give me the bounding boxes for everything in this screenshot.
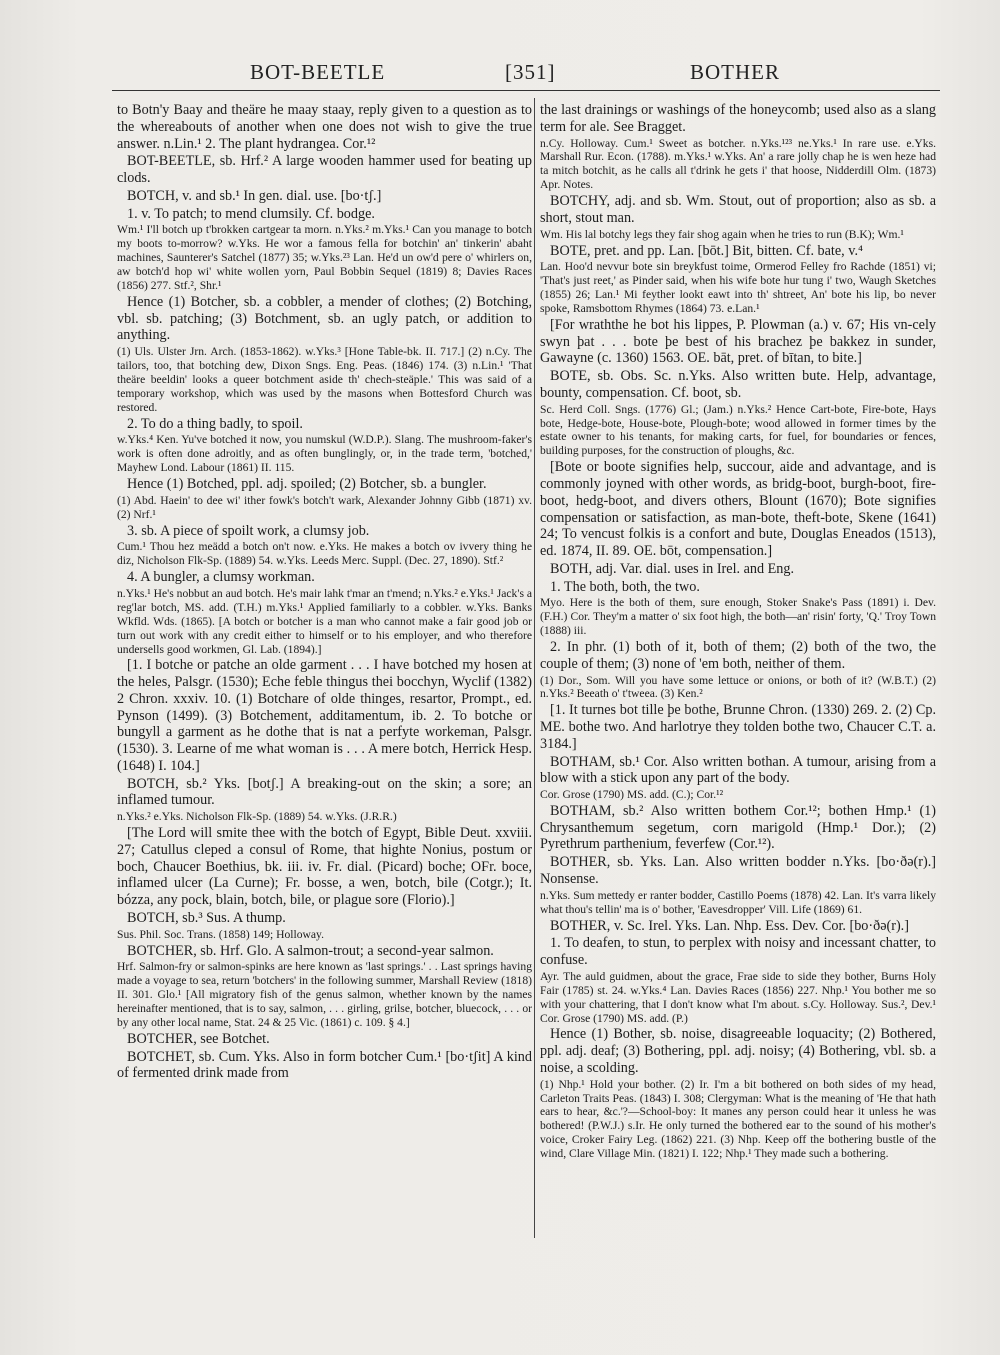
citation-paragraph: n.Yks.² e.Yks. Nicholson Flk-Sp. (1889) 54. w.Yks. (J.R.R.) bbox=[117, 810, 397, 824]
entry-paragraph: BOTCHY, adj. and sb. Wm. Stout, out of proportion; also as sb. a short, stout man. bbox=[540, 193, 936, 226]
entry-paragraph: 1. To deafen, to stun, to perplex with noisy and incessant chatter, to confuse. bbox=[540, 935, 936, 969]
entry-paragraph: 1. v. To patch; to mend clumsily. Cf. bodge. bbox=[127, 205, 375, 222]
entry-paragraph: 3. sb. A piece of spoilt work, a clumsy job. bbox=[127, 522, 370, 539]
citation-paragraph: Wm. His lal botchy legs they fair shog again when he tries to run (B.K); Wm.¹ bbox=[540, 227, 904, 241]
entry-paragraph: BOTH, adj. Var. dial. uses in Irel. and Eng. bbox=[550, 560, 795, 577]
citation-paragraph: Myo. Here is the both of them, sure enough, Stoker Snake's Pass (1891) i. Dev. (F.H.) Cor. They'm a matter o' six foot high, the both—an' risin' forty, 'Q.' Troy Town (1888) iii. bbox=[540, 596, 936, 638]
entry-paragraph: BOTCHER, sb. Hrf. Glo. A salmon-trout; a second-year salmon. bbox=[127, 942, 494, 959]
entry-paragraph: Hence (1) Botcher, sb. a cobbler, a mender of clothes; (2) Botching, vbl. sb. patching; (3) Botchment, sb. an ugly patch, or addition to anything. bbox=[117, 293, 532, 344]
entry-paragraph: Hence (1) Bother, sb. noise, disagreeable loquacity; (2) Bothered, ppl. adj. deaf; (3) Bothering, ppl. adj. noisy; (4) Bothering, vbl. sb. a noise, a scolding. bbox=[540, 1026, 936, 1076]
entry-paragraph: BOTHER, sb. Yks. Lan. Also written bodder n.Yks. [bo·ðə(r).] Nonsense. bbox=[540, 854, 936, 887]
entry-paragraph: Hence (1) Botched, ppl. adj. spoiled; (2) Botcher, sb. a bungler. bbox=[127, 476, 487, 493]
entry-paragraph: 2. To do a thing badly, to spoil. bbox=[127, 415, 303, 432]
citation-paragraph: w.Yks.⁴ Ken. Yu've botched it now, you numskul (W.D.P.). Slang. The mushroom-faker's work is often done adroitly, and as often bunglingly, or, in the trade term, 'botched,' Mayhew Lond. Labour (1861) II. 115. bbox=[117, 433, 532, 475]
entry-paragraph: [For wraththe he bot his lippes, P. Plowman (a.) v. 67; His vn-cely swyn þat . . . bote þe best of his brachez þe bakkez in sunder, Gawayne (c. 1360) 1563. OE. bāt, pret. of bītan, to bite.] bbox=[540, 316, 936, 367]
entry-paragraph: 1. The both, both, the two. bbox=[550, 578, 700, 595]
citation-paragraph: Cor. Grose (1790) MS. add. (C.); Cor.¹² bbox=[540, 788, 724, 802]
citation-paragraph: Ayr. The auld guidmen, about the grace, Frae side to side they bother, Burns Holy Fair (1785) st. 24. w.Yks.⁴ Lan. Davies Races (1856) 227. Nhp.¹ You bother me so with your chattering, that I don't know what I'm about. s.Cy. Holloway. Sus.², Dev.¹ Cor. Grose (1790) MS. add. (P.) bbox=[540, 969, 936, 1025]
entry-paragraph: BOTHAM, sb.² Also written bothem Cor.¹²; bothen Hmp.¹ (1) Chrysanthemum segetum, corn marigold (Hmp.¹ Dor.); (2) Pyrethrum parthenium, feverfew (Cor.¹²). bbox=[540, 802, 936, 853]
entry-paragraph: 4. A bungler, a clumsy workman. bbox=[127, 569, 315, 586]
right-column bbox=[540, 102, 936, 1242]
entry-paragraph: BOTHAM, sb.¹ Cor. Also written bothan. A tumour, arising from a blow with a stick upon any part of the body. bbox=[540, 753, 936, 787]
entry-paragraph: [The Lord will smite thee with the botch of Egypt, Bible Deut. xxviii. 27; Catullus cleped a consul of Rome, that highte Nonius, postum or boch, Chaucer Boethius, bk. iii. iv. Fr. dial. (Picard) boche; OFr. boce, inflamed ulcer (La Curne); Fr. bosse, a wen, botch, bile (Cotgr.); It. bózza, any pock, blain, botch, bile, or plague sore (Florio).] bbox=[117, 825, 532, 909]
citation-paragraph: Lan. Hoo'd nevvur bote sin breykfust toime, Ormerod Felley fro Rachde (1851) vi; 'That's just reet,' as Pinder said, when his wife bote hur tung i' two, Waugh Sketches (1855) 26; Lan.¹ Mi feyther lookt eawt into th' shtreet, An' bote his lip, bo never spoke, Ramsbottom Rhymes (1864) 73. e.Lan.¹ bbox=[540, 260, 936, 315]
column-divider bbox=[534, 98, 535, 1238]
citation-paragraph: Cum.¹ Thou hez meädd a botch on't now. e.Yks. He makes a botch ov ivvery thing he diz, Nicholson Flk-Sp. (1889) 54. w.Yks. Leeds Merc. Suppl. (Dec. 27, 1890). Stf.² bbox=[117, 540, 532, 568]
citation-paragraph: (1) Dor., Som. Will you have some lettuce or onions, or both of it? (W.B.T.) (2) n.Yks.² Beeath o' t'tweea. (3) Ken.² bbox=[540, 673, 936, 701]
citation-paragraph: n.Cy. Holloway. Cum.¹ Sweet as botcher. n.Yks.¹²³ ne.Yks.¹ In rare use. e.Yks. Marshall Rur. Econ. (1788). m.Yks.¹ w.Yks. An' a rare jolly chap he is wen heze had ta mitch botchit, as he calls all t'drink he gets i' that hoose, Nidderdill Olm. (1873) Apr. Notes. bbox=[540, 136, 936, 192]
entry-paragraph: BOTHER, v. Sc. Irel. Yks. Lan. Nhp. Ess. Dev. Cor. [bo·ðə(r).] bbox=[550, 917, 909, 934]
left-column bbox=[117, 102, 532, 1242]
header-left-headword: BOT-BEETLE bbox=[250, 60, 386, 84]
entry-paragraph: BOTCHER, see Botchet. bbox=[127, 1030, 270, 1047]
citation-paragraph: (1) Abd. Haein' to dee wi' ither fowk's botch't wark, Alexander Johnny Gibb (1871) xv. (2) Nrf.¹ bbox=[117, 493, 532, 521]
entry-paragraph: [Bote or boote signifies help, succour, aide and advantage, and is commonly joyned with other words, as bridg-boot, burgh-boot, fire-boot, hedg-boot, and divers others, Blount (1670); Bote signifies compensation or satisfaction, as man-bote, theft-bote, Skene (1641) 24; To vencust folkis is a confort and bute, Douglas Eneados (1513), ed. 1874, II. 89. OE. bōt, compensation.] bbox=[540, 459, 936, 560]
entry-paragraph: BOTCH, sb.³ Sus. A thump. bbox=[127, 909, 286, 926]
citation-paragraph: Wm.¹ I'll botch up t'brokken cartgear ta morn. n.Yks.² m.Yks.¹ Can you manage to botch my boots to-morrow? w.Yks. He wor a famous fella for botchin' an' tinkerin' abaht machines, Saunterer's Satchel (1877) 35; w.Yks.²³ Lan. He'd un ow'd pere o' whirlers on, aw botch'd hop wi' white wollen yorn, Paul Bobbin Sequel (1819) 8; Davies Races (1856) 277. Stf.², Shr.¹ bbox=[117, 223, 532, 292]
citation-paragraph: Hrf. Salmon-fry or salmon-spinks are here known as 'last springs.' . . Last springs having made a voyage to sea, return 'botchers' in the following summer, Marshall Review (1818) II. 301. Glo.¹ [All migratory fish of the genus salmon, whether known by the names hereinafter mentioned, that is to say, salmon, . . . girling, grilse, botcher, bluecock, . . . or by any other local name, Stat. 24 & 25 Vic. (1861) c. 109. § 4.] bbox=[117, 960, 532, 1029]
citation-paragraph: (1) Nhp.¹ Hold your bother. (2) Ir. I'm a bit bothered on both sides of my head, Carleton Traits Peas. (1843) I. 308; Clergyman: What is the meaning of 'He that hath ears to hear, &c.'?—School-boy: It manes any person could hear it unless he was bothered! (P.W.J.) s.Ir. He only turned the bothered ear to the sound of his mother's voice, Croker Fairy Leg. (1862) 221. (3) Nhp. Keep off the bothering bustle of the wind, Clare Village Min. (1821) I. 122; Nhp.¹ They made such a bothering. bbox=[540, 1077, 936, 1161]
entry-paragraph: BOT-BEETLE, sb. Hrf.² A large wooden hammer used for beating up clods. bbox=[117, 153, 532, 186]
entry-paragraph: the last drainings or washings of the honeycomb; used also as a slang term for ale. See Bragget. bbox=[540, 102, 936, 135]
entry-paragraph: BOTE, sb. Obs. Sc. n.Yks. Also written bute. Help, advantage, bounty, compensation. Cf. boot, sb. bbox=[540, 368, 936, 401]
entry-paragraph: BOTCHET, sb. Cum. Yks. Also in form botcher Cum.¹ [bo·tʃit] A kind of fermented drink made from bbox=[117, 1048, 532, 1082]
citation-paragraph: Sus. Phil. Soc. Trans. (1858) 149; Holloway. bbox=[117, 927, 324, 941]
citation-paragraph: Sc. Herd Coll. Sngs. (1776) Gl.; (Jam.) n.Yks.² Hence Cart-bote, Fire-bote, Hays bote, Hedge-bote, House-bote, Plough-bote; wood allowed in former times by the estate owner to his tenants, for making carts, for fuel, for boundaries or fences, building purposes, for the construction of ploughs, &c. bbox=[540, 402, 936, 458]
entry-paragraph: BOTCH, v. and sb.¹ In gen. dial. use. [bo·tʃ.] bbox=[127, 187, 382, 204]
entry-paragraph: BOTCH, sb.² Yks. [botʃ.] A breaking-out on the skin; a sore; an inflamed tumour. bbox=[117, 775, 532, 809]
header-rule bbox=[112, 90, 940, 91]
entry-paragraph: [1. It turnes bot tille þe bothe, Brunne Chron. (1330) 269. 2. (2) Cp. ME. bothe two. And harlotrye they tolden bothe two, Chaucer C.T. a. 3184.] bbox=[540, 702, 936, 752]
page-header bbox=[110, 60, 940, 94]
citation-paragraph: n.Yks.¹ He's nobbut an aud botch. He's mair lahk t'mar an t'mend; n.Yks.² e.Yks.¹ Jack's a reg'lar botch, MS. add. (T.H.) m.Yks.¹ Applied familiarly to a cobbler. w.Yks. Banks Wkfld. Wds. (1865). [A botch or botcher is a man who cannot make a fair good job or turn out work with any credit either to himself or to his employer, and who therefore undersells good workmen, Gl. Lab. (1894).] bbox=[117, 586, 532, 656]
entry-paragraph: BOTE, pret. and pp. Lan. [bōt.] Bit, bitten. Cf. bate, v.⁴ bbox=[550, 242, 863, 259]
page-number: [351] bbox=[505, 60, 556, 84]
header-right-headword: BOTHER bbox=[690, 60, 780, 84]
entry-paragraph: to Botn'y Baay and theäre he maay staay, reply given to a question as to the whereabouts of another when one does not wish to give the true answer. n.Lin.¹ 2. The plant hydrangea. Cor.¹² bbox=[117, 102, 532, 152]
citation-paragraph: (1) Uls. Ulster Jrn. Arch. (1853-1862). w.Yks.³ [Hone Table-bk. II. 717.] (2) n.Cy. The tailors, too, that botching dew, Dixon Sngs. Eng. Peas. (1846) 174. (3) n.Lin.¹ 'That theäre beeldin' looks a queer botchment aside th' chech-steäple.' This was said of a temporary workshop, which was used by the masons when Bottesford Church was restored. bbox=[117, 345, 532, 414]
entry-paragraph: [1. I botche or patche an olde garment . . . I have botched my hosen at the heles, Palsgr. (1530); Eche feble thingus thei bocchyn, Wyclif (1382) 2 Chron. xxxiv. 10. (1) Botchare of olde thinges, resartor, Prompt., ed. Pynson (1499). (3) Botchement, additamentum, ib. 2. To botche or bungyll a garment as he dothe that is nat a perfyte workeman, Palsgr. (1530). 3. Learne of me what woman is . . . A mere botch, Herrick Hesp. (1648) I. 104.] bbox=[117, 657, 532, 774]
citation-paragraph: n.Yks. Sum mettedy er ranter bodder, Castillo Poems (1878) 42. Lan. It's varra likely what thou's tellin' ma is o' bother, 'Eavesdropper' Vill. Life (1869) 61. bbox=[540, 888, 936, 916]
entry-paragraph: 2. In phr. (1) both of it, both of them; (2) both of the two, the couple of them; (3) none of 'em both, neither of them. bbox=[540, 639, 936, 672]
